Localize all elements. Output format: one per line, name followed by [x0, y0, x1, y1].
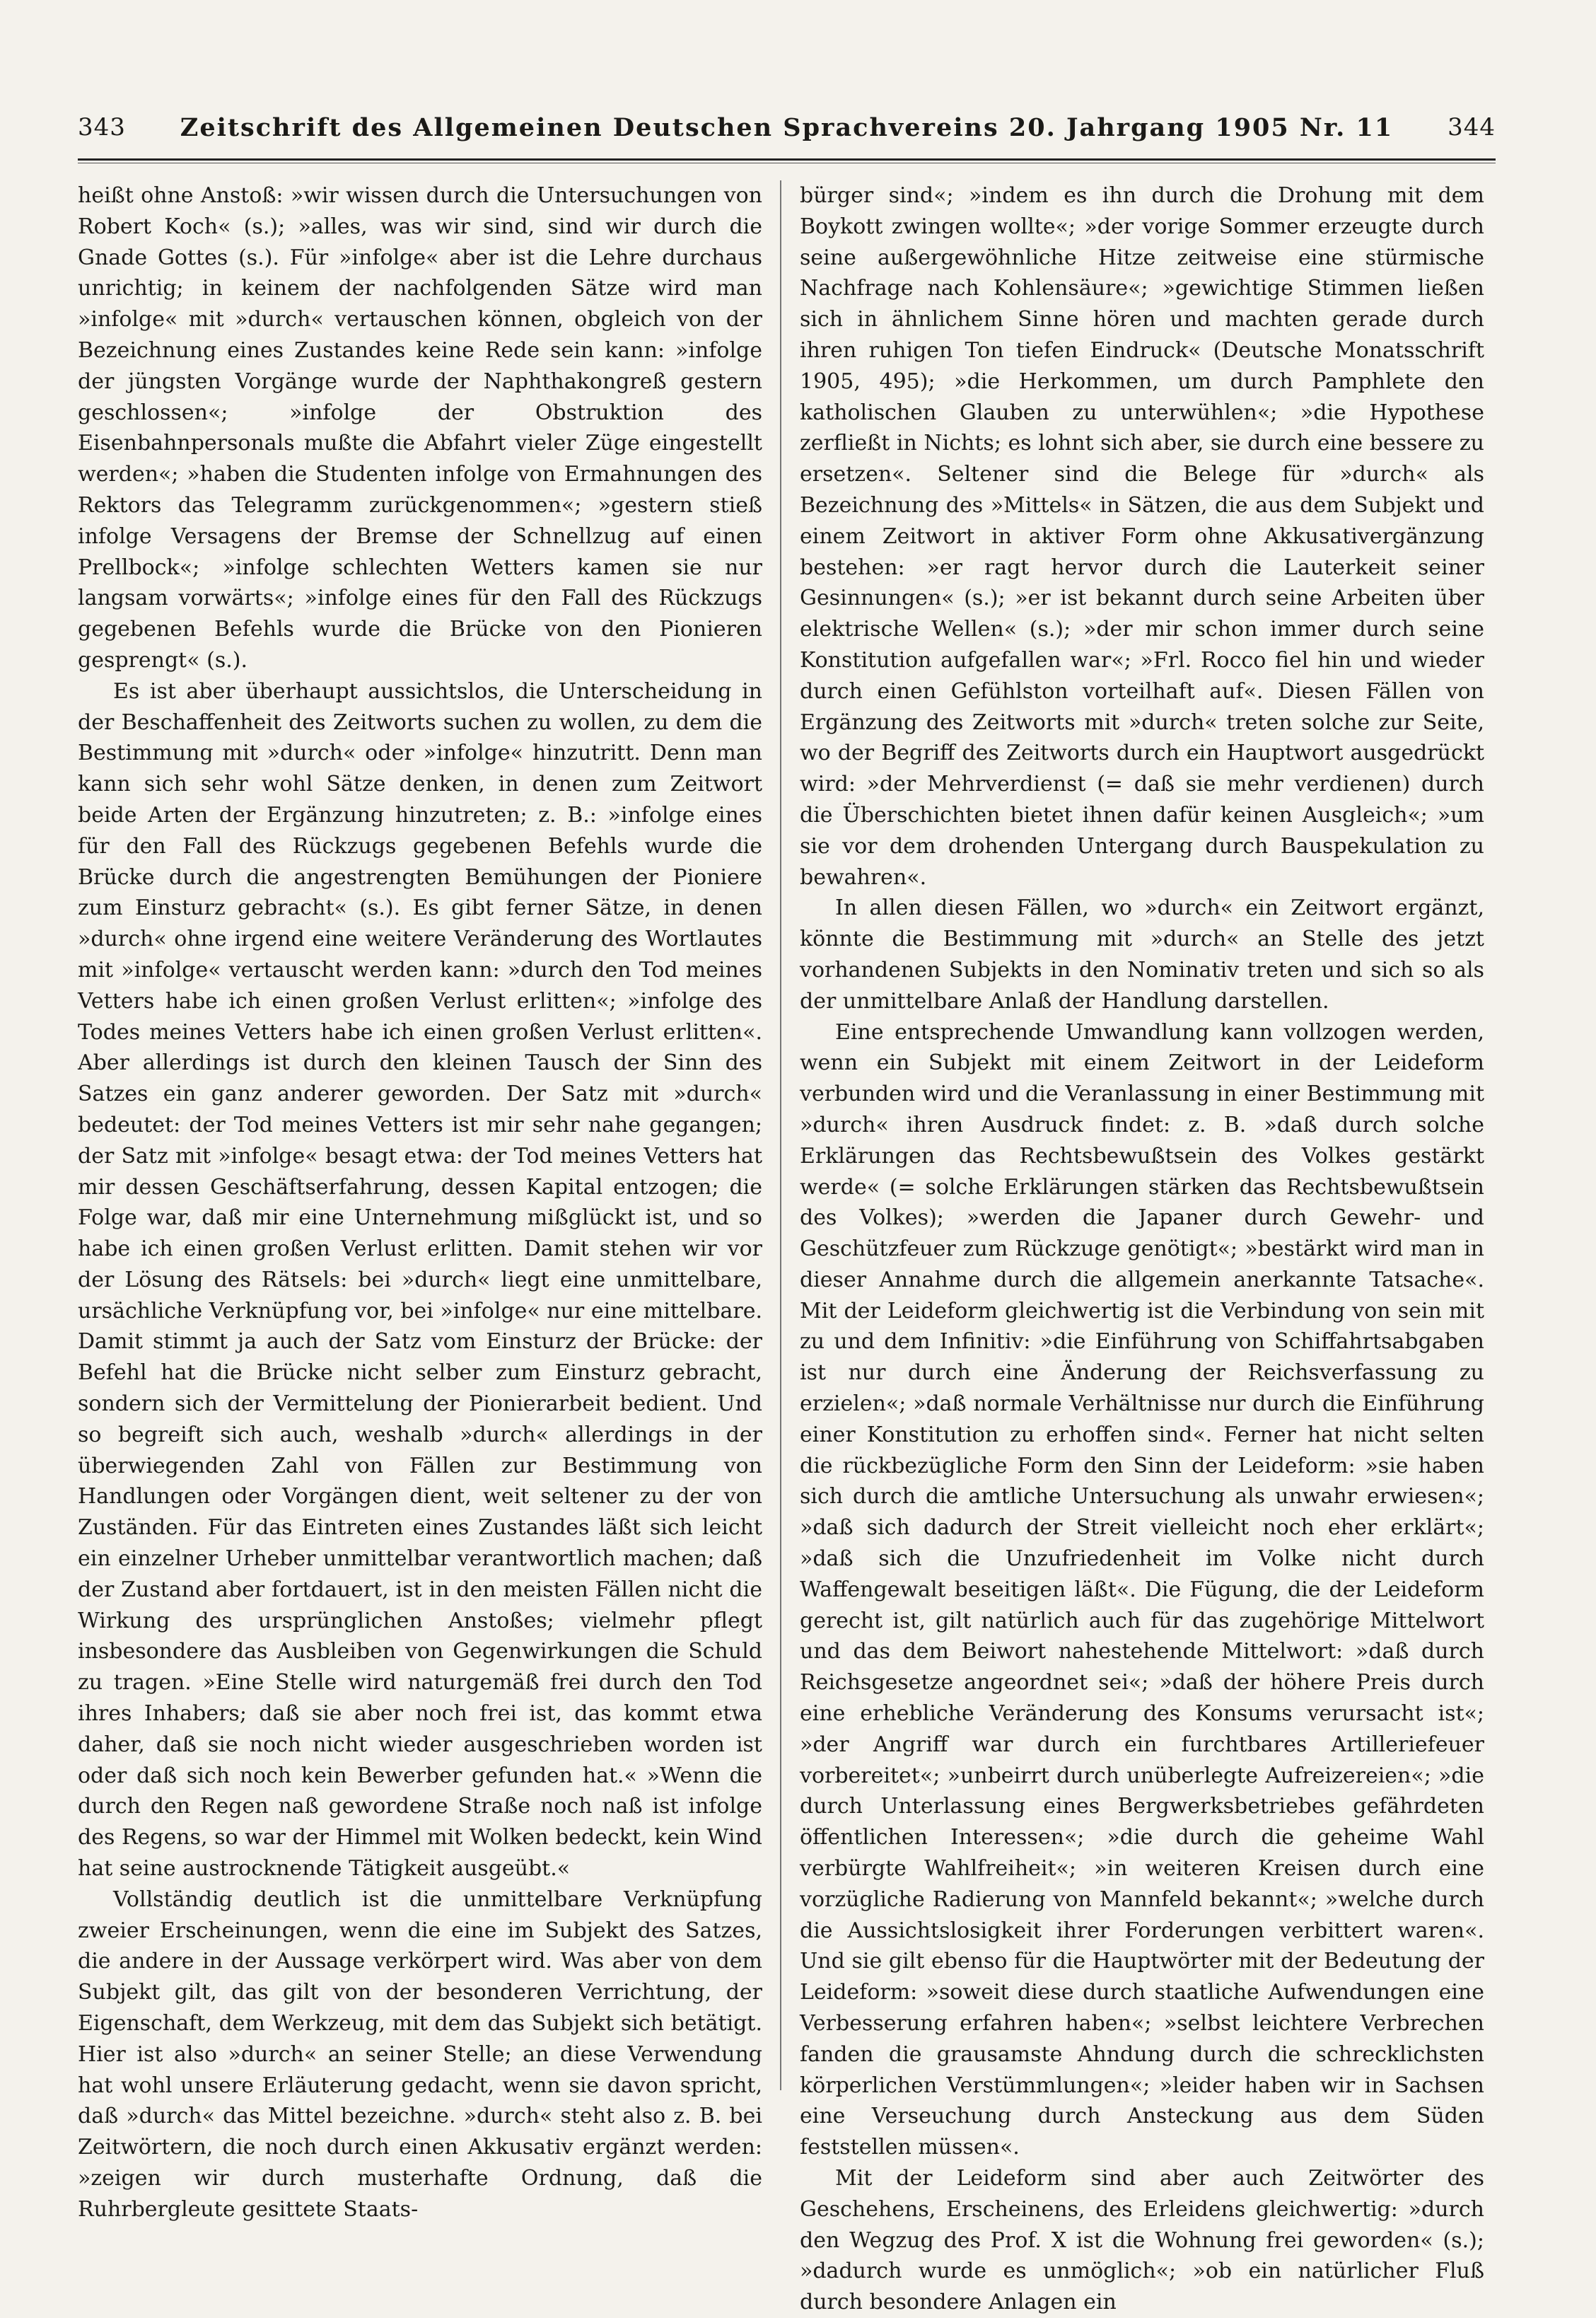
page-number-right: 344 [1448, 113, 1496, 141]
right-column [800, 180, 1484, 2315]
journal-title: Zeitschrift des Allgemeinen Deutschen Sprachvereins 20. Jahrgang 1905 Nr. 11 [180, 112, 1394, 142]
paragraph: Es ist aber überhaupt aussichtslos, die Unterscheidung in der Beschaffenheit des Zeitworts suchen zu wollen, zu dem die Bestimmung mit »durch« oder »infolge« hinzutritt. Denn man kann sich sehr wohl Sätze denken, in denen zum Zeitwort beide Arten der Ergänzung hinzutreten; z. B.: »infolge eines für den Fall des Rückzugs gegebenen Befehls wurde die Brücke durch die angestrengten Bemühungen der Pioniere zum Einsturz gebracht« (s.). Es gibt ferner Sätze, in denen »durch« ohne irgend eine weitere Veränderung des Wortlautes mit »infolge« vertauscht werden kann: »durch den Tod meines Vetters habe ich einen großen Verlust erlitten«; »infolge des Todes meines Vetters habe ich einen großen Verlust erlitten«. Aber allerdings ist durch den kleinen Tausch der Sinn des Satzes ein ganz anderer geworden. Der Satz mit »durch« bedeutet: der Tod meines Vetters ist mir sehr nahe gegangen; der Satz mit »infolge« besagt etwa: der Tod meines Vetters hat mir dessen Geschäftserfahrung, dessen Kapital entzogen; die Folge war, daß mir eine Unternehmung mißglückt ist, und so habe ich einen großen Verlust erlitten. Damit stehen wir vor der Lösung des Rätsels: bei »durch« liegt eine unmittelbare, ursächliche Verknüpfung vor, bei »infolge« nur eine mittelbare. Damit stimmt ja auch der Satz vom Einsturz der Brücke: der Befehl hat die Brücke nicht selber zum Einsturz gebracht, sondern sich der Vermittelung der Pionierarbeit bedient. Und so begreift sich auch, weshalb »durch« allerdings in der überwiegenden Zahl von Fällen zur Bestimmung von Handlungen oder Vorgängen dient, weit seltener zu der von Zuständen. Für das Eintreten eines Zustandes läßt sich leicht ein einzelner Urheber unmittelbar verantwortlich machen; daß der Zustand aber fortdauert, ist in den meisten Fällen nicht die Wirkung des ursprünglichen Anstoßes; vielmehr pflegt insbesondere das Ausbleiben von Gegenwirkungen die Schuld zu tragen. »Eine Stelle wird naturgemäß frei durch den Tod ihres Inhabers; daß sie aber noch frei ist, das kommt etwa daher, daß sie noch nicht wieder ausgeschrieben worden ist oder daß sich noch kein Bewerber gefunden hat.« »Wenn die durch den Regen naß gewordene Straße noch naß ist infolge des Regens, so war der Himmel mit Wolken bedeckt, kein Wind hat seine austrocknende Tätigkeit ausgeübt.« [78, 678, 762, 1882]
header-rule [78, 158, 1496, 161]
page-number-left: 343 [78, 113, 126, 141]
paragraph: Eine entsprechende Umwandlung kann vollzogen werden, wenn ein Subjekt mit einem Zeitwort in der Leideform verbunden wird und die Veranlassung in einer Bestimmung mit »durch« ihren Ausdruck findet: z. B. »daß durch solche Erklärungen das Rechtsbewußtsein des Volkes gestärkt werde« (= solche Erklärungen stärken das Rechtsbewußtsein des Volkes); »werden die Japaner durch Gewehr- und Geschützfeuer zum Rückzuge genötigt«; »bestärkt wird man in dieser Annahme durch die allgemein anerkannte Tatsache«. Mit der Leideform gleichwertig ist die Verbindung von sein mit zu und dem Infinitiv: »die Einführung von Schiffahrtsabgaben ist nur durch eine Änderung der Reichsverfassung zu erzielen«; »daß normale Verhältnisse nur durch die Einführung einer Konstitution zu erhoffen sind«. Ferner hat nicht selten die rückbezügliche Form den Sinn der Leideform: »sie haben sich durch die amtliche Untersuchung als unwahr erwiesen«; »daß sich dadurch der Streit vielleicht noch eher erklärt«; »daß sich die Unzufriedenheit im Volke nicht durch Waffengewalt beseitigen läßt«. Die Fügung, die der Leideform gerecht ist, gilt natürlich auch für das zugehörige Mittelwort und das dem Beiwort nahestehende Mittelwort: »daß durch Reichsgesetze angeordnet sei«; »daß der höhere Preis durch eine erhebliche Veränderung des Konsums verursacht ist«; »der Angriff war durch ein furchtbares Artilleriefeuer vorbereitet«; »unbeirrt durch unüberlegte Aufreizereien«; »die durch Unterlassung eines Bergwerksbetriebes gefährdeten öffentlichen Interessen«; »die durch die geheime Wahl verbürgte Wahlfreiheit«; »in weiteren Kreisen durch eine vorzügliche Radierung von Mannfeld bekannt«; »welche durch die Aussichtslosigkeit ihrer Forderungen verbittert waren«. Und sie gilt ebenso für die Hauptwörter mit der Bedeutung der Leideform: »soweit diese durch staatliche Aufwendungen eine Verbesserung erfahren haben«; »selbst leichtere Verbrechen fanden die grausamste Ahndung durch die schrecklichsten körperlichen Verstümmlungen«; »leider haben wir in Sachsen eine Verseuchung durch Ansteckung aus dem Süden feststellen müssen«. [800, 1019, 1484, 2160]
paragraph: Mit der Leideform sind aber auch Zeitwörter des Geschehens, Erscheinens, des Erleidens gleichwertig: »durch den Wegzug des Prof. X ist die Wohnung frei geworden« (s.); »dadurch wurde es unmöglich«; »ob ein natürlicher Fluß durch besondere Anlagen ein [800, 2166, 1484, 2315]
column-divider [780, 180, 781, 2090]
paragraph: In allen diesen Fällen, wo »durch« ein Zeitwort ergänzt, könnte die Bestimmung mit »durch« an Stelle des jetzt vorhandenen Subjekts in den Nominativ treten und sich so als der unmittelbare Anlaß der Handlung darstellen. [800, 896, 1484, 1014]
paragraph: bürger sind«; »indem es ihn durch die Drohung mit dem Boykott zwingen wollte«; »der vorige Sommer erzeugte durch seine außergewöhnliche Hitze zeitweise eine stürmische Nachfrage nach Kohlensäure«; »gewichtige Stimmen ließen sich in ähnlichem Sinne hören und machten gerade durch ihren ruhigen Ton tiefen Eindruck« (Deutsche Monatsschrift 1905, 495); »die Herkommen, um durch Pamphlete den katholischen Glauben zu unterwühlen«; »die Hypothese zerfließt in Nichts; es lohnt sich aber, sie durch eine bessere zu ersetzen«. Seltener sind die Belege für »durch« als Bezeichnung des »Mittels« in Sätzen, die aus dem Subjekt und einem Zeitwort in aktiver Form ohne Akkusativergänzung bestehen: »er ragt hervor durch die Lauterkeit seiner Gesinnungen« (s.); »er ist bekannt durch seine Arbeiten über elektrische Wellen« (s.); »der mir schon immer durch seine Konstitution aufgefallen war«; »Frl. Rocco fiel hin und wieder durch einen Gefühlston vorteilhaft auf«. Diesen Fällen von Ergänzung des Zeitworts mit »durch« treten solche zur Seite, wo der Begriff des Zeitworts durch ein Hauptwort ausgedrückt wird: »der Mehrverdienst (= daß sie mehr verdienen) durch die Überschichten bietet ihnen dafür keinen Ausgleich«; »um sie vor dem drohenden Untergang durch Bauspekulation zu bewahren«. [800, 183, 1484, 890]
paragraph: heißt ohne Anstoß: »wir wissen durch die Untersuchungen von Robert Koch« (s.); »alles, was wir sind, sind wir durch die Gnade Gottes (s.). Für »infolge« aber ist die Lehre durchaus unrichtig; in keinem der nachfolgenden Sätze wird man »infolge« mit »durch« vertauschen können, obgleich von der Bezeichnung eines Zustandes keine Rede sein kann: »infolge der jüngsten Vorgänge wurde der Naphthakongreß gestern geschlossen«; »infolge der Obstruktion des Eisenbahnpersonals mußte die Abfahrt vieler Züge eingestellt werden«; »haben die Studenten infolge von Ermahnungen des Rektors das Telegramm zurückgenommen«; »gestern stieß infolge Versagens der Bremse der Schnellzug auf einen Prellbock«; »infolge schlechten Wetters kamen sie nur langsam vorwärts«; »infolge eines für den Fall des Rückzugs gegebenen Befehls wurde die Brücke von den Pionieren gesprengt« (s.). [78, 183, 762, 673]
paragraph: Vollständig deutlich ist die unmittelbare Verknüpfung zweier Erscheinungen, wenn die eine im Subjekt des Satzes, die andere in der Aussage verkörpert wird. Was aber von dem Subjekt gilt, das gilt von der besonderen Verrichtung, der Eigenschaft, dem Werkzeug, mit dem das Subjekt sich betätigt. Hier ist also »durch« an seiner Stelle; an diese Verwendung hat wohl unsere Erläuterung gedacht, wenn sie davon spricht, daß »durch« das Mittel bezeichne. »durch« steht also z. B. bei Zeitwörtern, die noch durch einen Akkusativ ergänzt werden: »zeigen wir durch musterhafte Ordnung, daß die Ruhrbergleute gesittete Staats- [78, 1887, 762, 2222]
running-header [78, 106, 1496, 149]
left-column [78, 180, 762, 2222]
